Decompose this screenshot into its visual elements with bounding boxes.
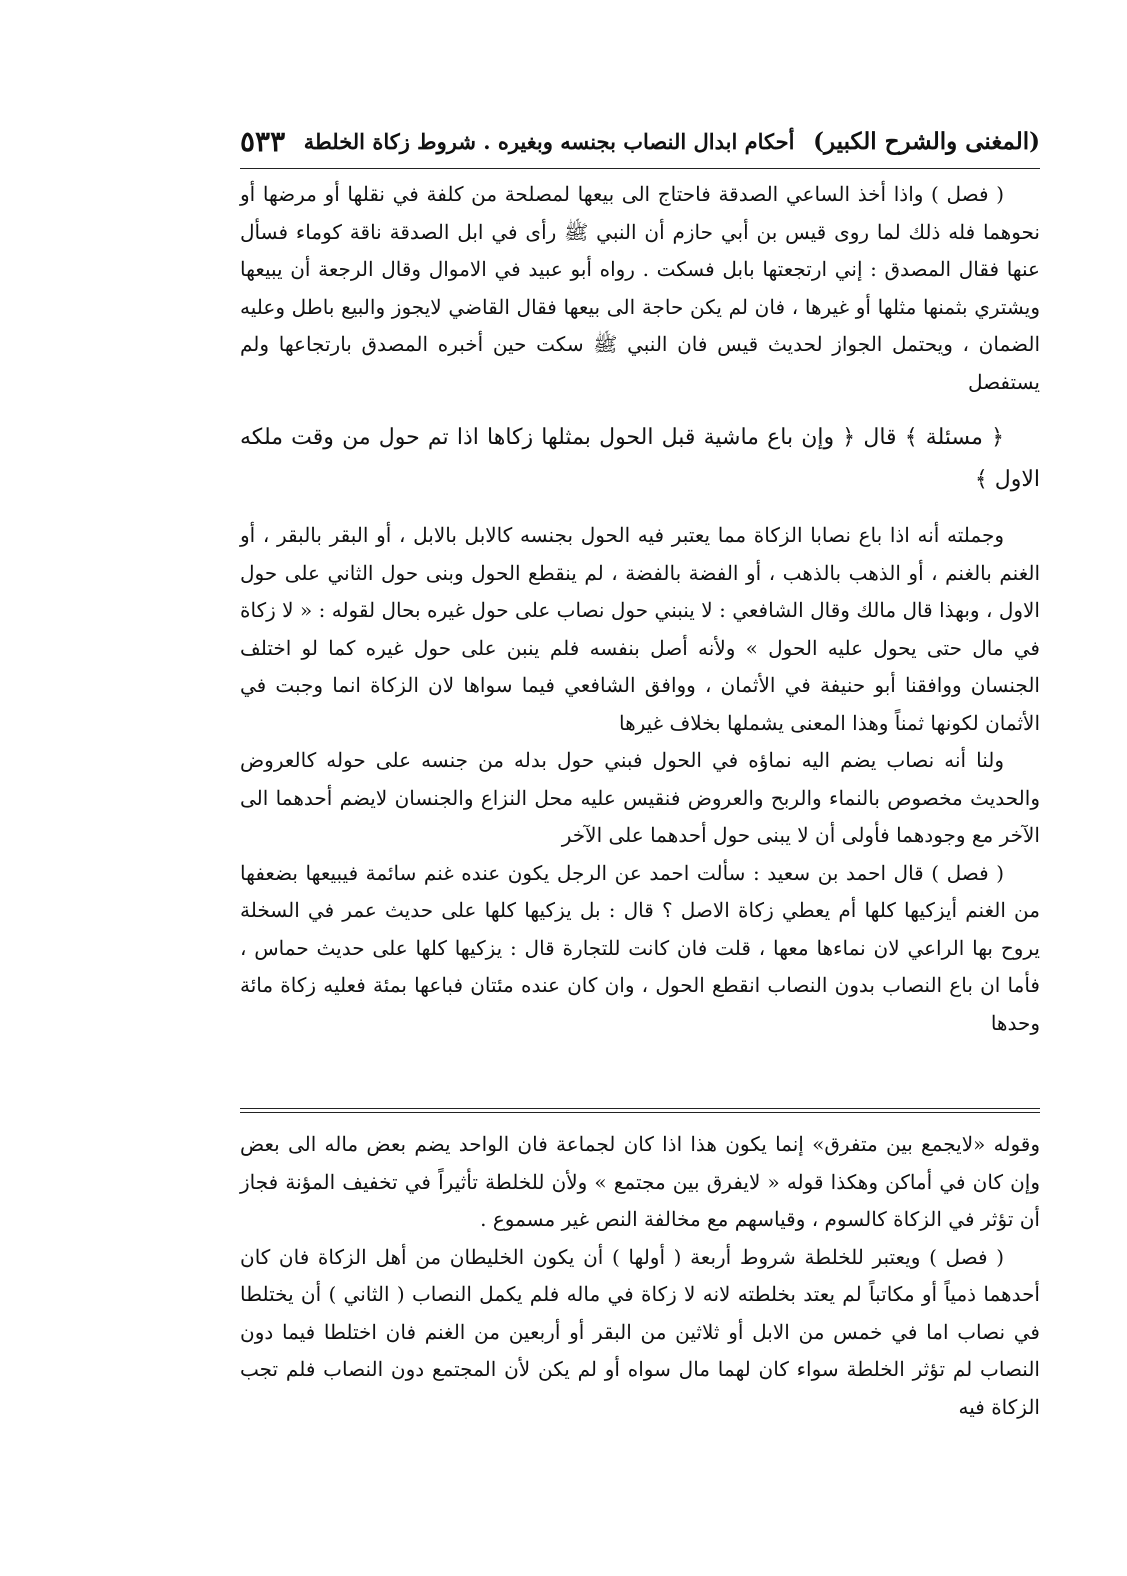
- commentary-paragraph: ( فصل ) ويعتبر للخلطة شروط أربعة ( أولها ) أن يكون الخليطان من أهل الزكاة فان كان أحدهما ذمياً أو مكاتباً لم يعتد بخلطته لانه لا زكاة في ماله فلم يكمل النصاب ( الثاني ) أن يختلطا في نصاب اما في خمس من الابل أو ثلاثين من البقر أو أربعين من الغنم فان اختلطا فيما دون النصاب لم تؤثر الخلطة سواء كان لهما مال سواه أو لم يكن لأن المجتمع دون النصاب فلم تجب الزكاة فيه: [240, 1244, 1040, 1419]
- commentary-text: [240, 1126, 1040, 1426]
- running-header: [240, 118, 1040, 164]
- paragraph-rebuttal: ولنا أنه نصاب يضم اليه نماؤه في الحول فبني حول بدله من جنسه على حوله كالعروض والحديث مخصوص بالنماء والربح والعروض فنقيس عليه محل النزاع والجنسان لايضم أحدهما الى الآخر مع وجودهما فأولى أن لا يبنى حول أحدهما على الآخر: [240, 748, 1040, 847]
- header-divider: [240, 168, 1040, 169]
- commentary-paragraph: وقوله «لايجمع بين متفرق» إنما يكون هذا اذا كان لجماعة فان الواحد يضم بعض ماله الى بعض وإن كان في أماكن وهكذا قوله « لايفرق بين مجتمع » ولأن للخلطة تأثيراً في تخفيف المؤنة فجاز أن تؤثر في الزكاة كالسوم ، وقياسهم مع مخالفة النص غير مسموع .: [240, 1132, 1040, 1231]
- commentary-divider: [240, 1108, 1040, 1113]
- masala-heading: ﴿ مسئلة ﴾ قال ﴿ وإن باع ماشية قبل الحول بمثلها زكاها اذا تم حول من وقت ملكه الاول ﴾: [240, 425, 1040, 492]
- chapter-title: أحكام ابدال النصاب بجنسه وبغيره . شروط زكاة الخلطة: [303, 128, 795, 154]
- paragraph-fasl-ahmad: ( فصل ) قال احمد بن سعيد : سألت احمد عن الرجل يكون عنده غنم سائمة فيبيعها بضعفها من الغنم أيزكيها كلها أم يعطي زكاة الاصل ؟ قال : بل يزكيها كلها على حديث عمر في السخلة يروح بها الراعي لان نماءها معها ، قلت فان كانت للتجارة قال : يزكيها كلها على حديث حماس ، فأما ان باع النصاب بدون النصاب انقطع الحول ، وان كان عنده مئتان فباعها بمئة فعليه زكاة مائة وحدها: [240, 860, 1040, 1035]
- main-text: [240, 176, 1040, 1042]
- paragraph-explanation: وجملته أنه اذا باع نصابا الزكاة مما يعتبر فيه الحول بجنسه كالابل بالابل ، أو البقر بالبقر ، أو الغنم بالغنم ، أو الذهب بالذهب ، أو الفضة بالفضة ، لم ينقطع الحول وبنى حول الثاني على حول الاول ، وبهذا قال مالك وقال الشافعي : لا ينبني حول نصاب على حول غيره بحال لقوله : « لا زكاة في مال حتى يحول عليه الحول » ولأنه أصل بنفسه فلم ينبن على حول غيره كما لو اختلف الجنسان ووافقنا أبو حنيفة في الأثمان ، ووافق الشافعي فيما سواها لان الزكاة انما وجبت في الأثمان لكونها ثمناً وهذا المعنى يشملها بخلاف غيرها: [240, 523, 1040, 735]
- paragraph-fasl-sai: ( فصل ) واذا أخذ الساعي الصدقة فاحتاج الى بيعها لمصلحة من كلفة في نقلها أو مرضها أو نحوهما فله ذلك لما روى قيس بن أبي حازم أن النبي ﷺ رأى في ابل الصدقة ناقة كوماء فسأل عنها فقال المصدق : إني ارتجعتها بابل فسكت . رواه أبو عبيد في الاموال وقال الرجعة أن يبيعها ويشتري بثمنها مثلها أو غيرها ، فان لم يكن حاجة الى بيعها فقال القاضي لايجوز والبيع باطل وعليه الضمان ، ويحتمل الجواز لحديث قيس فان النبي ﷺ سكت حين أخبره المصدق بارتجاعها ولم يستفصل: [240, 182, 1040, 394]
- book-page: [240, 118, 1040, 1508]
- book-title: (المغنى والشرح الكبير): [813, 127, 1040, 155]
- page-number: ٥٣٣: [240, 124, 286, 158]
